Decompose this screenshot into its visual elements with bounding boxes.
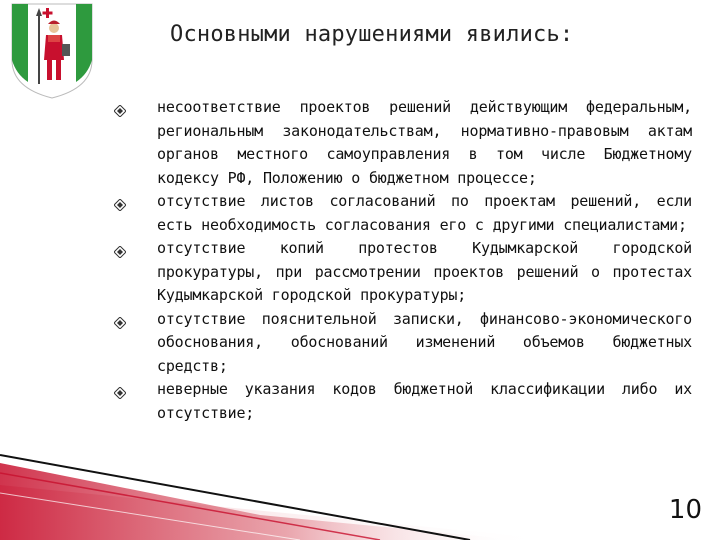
coat-of-arms-icon [6,2,98,100]
list-item [100,190,692,237]
page-number: 10 [668,495,702,525]
list-item-text: отсутствие листов согласований по проектам решений, если есть необходимость согласования его с другими специалистами; [157,192,692,234]
list-item [100,237,692,308]
list-item [100,378,692,425]
list-item-text: отсутствие копий протестов Кудымкарской городской прокуратуры, при рассмотрении проектов решений о протестах Кудымкарской городской прокуратуры; [157,239,692,304]
diamond-bullet-icon [114,243,126,255]
list-item-text: отсутствие пояснительной записки, финансово-экономического обоснования, обоснований изменений объемов бюджетных средств; [157,309,692,375]
list-item [100,96,692,190]
list-item-text: неверные указания кодов бюджетной классификации либо их отсутствие; [157,380,692,422]
diamond-bullet-icon [114,196,126,208]
diamond-bullet-icon [114,384,126,396]
diamond-bullet-icon [114,314,126,326]
slide-title: Основными нарушениями явились: [170,22,574,47]
diamond-bullet-icon [114,102,126,114]
violations-list [100,96,692,425]
list-item-text: несоответствие проектов решений действующим федеральным, региональным законодательствам, нормативно-правовым актам органов местного самоуправления в том числе Бюджетному кодексу РФ, Положению о бюджетном процессе; [157,98,692,187]
list-item [100,308,692,379]
footer-stripe-decoration [0,445,720,540]
